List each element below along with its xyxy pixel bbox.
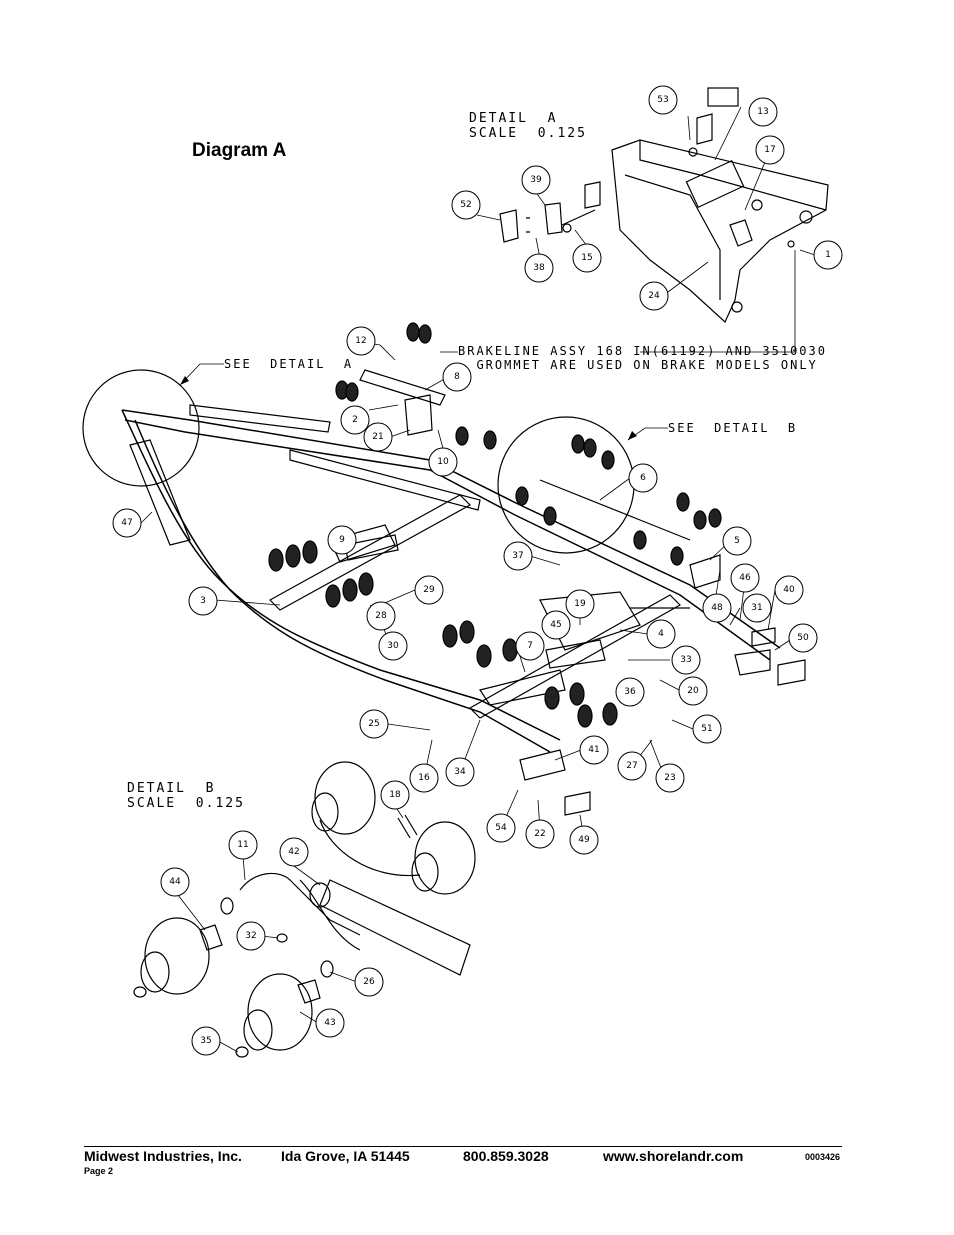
callout-50 — [789, 624, 817, 652]
callout-number: 30 — [387, 641, 399, 651]
callout-42 — [280, 838, 308, 866]
callout-number: 13 — [757, 107, 769, 117]
detail-b-assembly — [134, 762, 475, 1057]
callout-19 — [566, 590, 594, 618]
callout-number: 33 — [680, 655, 692, 665]
detail-a-name: DETAIL A — [469, 111, 558, 126]
callout-number: 12 — [355, 336, 367, 346]
brakeline-note-line2: GROMMET ARE USED ON BRAKE MODELS ONLY — [476, 358, 818, 372]
callout-number: 53 — [657, 95, 669, 105]
callout-24 — [640, 282, 668, 310]
callout-40 — [775, 576, 803, 604]
callout-7 — [516, 632, 544, 660]
callout-number: 19 — [574, 599, 586, 609]
callout-11 — [229, 831, 257, 859]
callout-number: 23 — [664, 773, 676, 783]
callout-35 — [192, 1027, 220, 1055]
callout-1 — [814, 241, 842, 269]
callout-number: 4 — [658, 629, 664, 639]
callout-number: 17 — [764, 145, 776, 155]
callout-number: 50 — [797, 633, 809, 643]
callout-39 — [522, 166, 550, 194]
callout-8 — [443, 363, 471, 391]
callout-number: 3 — [200, 596, 206, 606]
callout-number: 45 — [550, 620, 562, 630]
callout-10 — [429, 448, 457, 476]
callout-number: 18 — [389, 790, 401, 800]
callout-34 — [446, 758, 474, 786]
callout-37 — [504, 542, 532, 570]
callout-49 — [570, 826, 598, 854]
callout-number: 48 — [711, 603, 723, 613]
callout-6 — [629, 464, 657, 492]
footer-doc-code: 0003426 — [805, 1152, 841, 1162]
callout-number: 37 — [512, 551, 524, 561]
callout-number: 7 — [527, 641, 533, 651]
callout-27 — [618, 752, 646, 780]
callout-number: 36 — [624, 687, 636, 697]
callout-number: 49 — [578, 835, 590, 845]
callout-number: 2 — [352, 415, 358, 425]
callout-23 — [656, 764, 684, 792]
leader-lines — [141, 107, 818, 1052]
callout-number: 5 — [734, 536, 740, 546]
footer-city: Ida Grove, IA 51445 — [281, 1148, 410, 1164]
callout-number: 16 — [418, 773, 430, 783]
callout-45 — [542, 611, 570, 639]
callout-number: 32 — [245, 931, 257, 941]
callout-number: 27 — [626, 761, 638, 771]
callout-53 — [649, 86, 677, 114]
page-title: Diagram A — [192, 140, 287, 161]
callout-number: 25 — [368, 719, 380, 729]
callout-5 — [723, 527, 751, 555]
callout-16 — [410, 764, 438, 792]
detail-b-scale: SCALE 0.125 — [127, 796, 245, 811]
callout-38 — [525, 254, 553, 282]
callout-3 — [189, 587, 217, 615]
callout-number: 39 — [530, 175, 542, 185]
callout-15 — [573, 244, 601, 272]
callout-33 — [672, 646, 700, 674]
callout-13 — [749, 98, 777, 126]
callout-number: 22 — [534, 829, 546, 839]
callout-number: 29 — [423, 585, 435, 595]
callout-number: 34 — [454, 767, 466, 777]
callout-31 — [743, 594, 771, 622]
callout-number: 41 — [588, 745, 600, 755]
callout-number: 38 — [533, 263, 545, 273]
callout-9 — [328, 526, 356, 554]
callout-number: 9 — [339, 535, 345, 545]
callout-48 — [703, 594, 731, 622]
callout-number: 21 — [372, 432, 384, 442]
callout-number: 51 — [701, 724, 713, 734]
callout-number: 35 — [200, 1036, 212, 1046]
callout-number: 43 — [324, 1018, 336, 1028]
see-detail-b-label: SEE DETAIL B — [668, 421, 798, 435]
callout-29 — [415, 576, 443, 604]
callout-number: 44 — [169, 877, 181, 887]
footer-phone: 800.859.3028 — [463, 1148, 549, 1164]
callout-28 — [367, 602, 395, 630]
callout-number: 52 — [460, 200, 472, 210]
callout-52 — [452, 191, 480, 219]
callout-number: 20 — [687, 686, 699, 696]
callout-number: 40 — [783, 585, 795, 595]
callout-4 — [647, 620, 675, 648]
callout-26 — [355, 968, 383, 996]
callout-47 — [113, 509, 141, 537]
callout-25 — [360, 710, 388, 738]
trailer-frame — [83, 88, 828, 1057]
brakeline-note-line1: BRAKELINE ASSY 168 IN(61192) AND 3510030 — [458, 344, 827, 358]
footer-page-number: Page 2 — [84, 1166, 114, 1176]
callout-number: 8 — [454, 372, 460, 382]
callout-number: 54 — [495, 823, 507, 833]
callout-51 — [693, 715, 721, 743]
footer-company: Midwest Industries, Inc. — [84, 1148, 242, 1164]
callout-30 — [379, 632, 407, 660]
callout-number: 46 — [739, 573, 751, 583]
callout-36 — [616, 678, 644, 706]
callout-number: 11 — [237, 840, 249, 850]
callout-41 — [580, 736, 608, 764]
detail-a-circle — [83, 370, 199, 486]
callout-number: 47 — [121, 518, 133, 528]
detail-b-name: DETAIL B — [127, 781, 216, 796]
callout-number: 42 — [288, 847, 300, 857]
callout-54 — [487, 814, 515, 842]
callout-12 — [347, 327, 375, 355]
callout-number: 10 — [437, 457, 449, 467]
callout-17 — [756, 136, 784, 164]
callout-number: 24 — [648, 291, 660, 301]
callout-number: 26 — [363, 977, 375, 987]
callout-44 — [161, 868, 189, 896]
detail-b-circle — [498, 417, 634, 553]
callout-2 — [341, 406, 369, 434]
callout-number: 6 — [640, 473, 646, 483]
callout-number: 28 — [375, 611, 387, 621]
callout-18 — [381, 781, 409, 809]
callout-number: 31 — [751, 603, 763, 613]
footer-website-link[interactable]: www.shorelandr.com — [603, 1148, 744, 1164]
callout-22 — [526, 820, 554, 848]
footer — [84, 1146, 842, 1176]
callout-number: 15 — [581, 253, 593, 263]
callout-46 — [731, 564, 759, 592]
see-detail-a-label: SEE DETAIL A — [224, 357, 354, 371]
callout-32 — [237, 922, 265, 950]
callout-number: 1 — [825, 250, 831, 260]
detail-a-scale: SCALE 0.125 — [469, 126, 587, 141]
callout-43 — [316, 1009, 344, 1037]
callout-21 — [364, 423, 392, 451]
callout-20 — [679, 677, 707, 705]
